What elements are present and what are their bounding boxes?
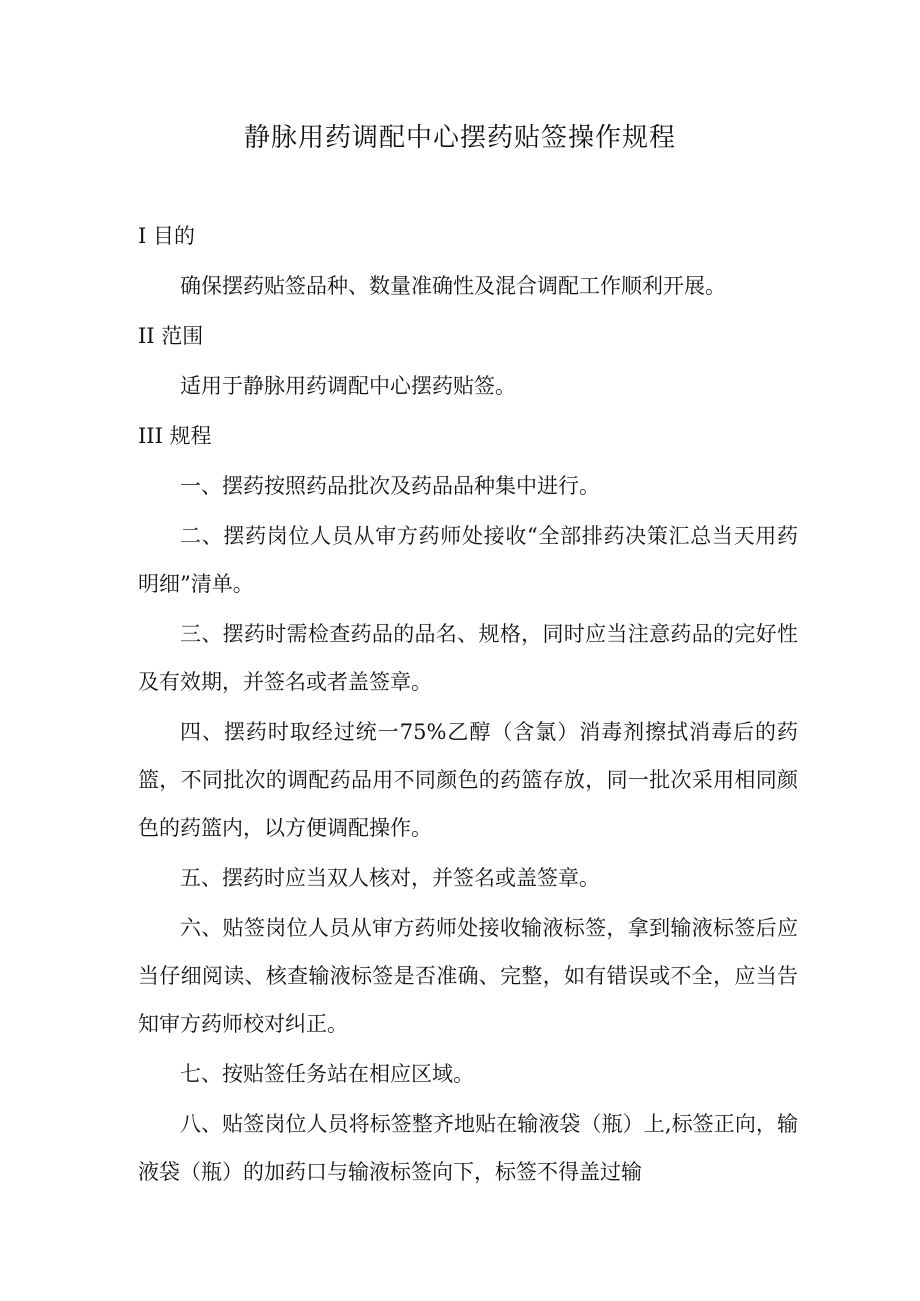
section-purpose [138,212,798,310]
paragraph: 四、摆药时取经过统一75%乙醇（含氯）消毒剂擦拭消毒后的药篮，不同批次的调配药品用不同颜色的药篮存放，同一批次采用相同颜色的药篮内，以方便调配操作。 [138,720,798,840]
paragraph: 确保摆药贴签品种、数量准确性及混合调配工作顺利开展。 [180,274,726,298]
document-body [138,212,798,1196]
paragraph: 适用于静脉用药调配中心摆药贴签。 [180,374,516,398]
section-scope [138,312,798,410]
paragraph: 八、贴签岗位人员将标签整齐地贴在输液袋（瓶）上,标签正向，输液袋（瓶）的加药口与输液标签向下，标签不得盖过输 [138,1112,798,1184]
paragraph: 七、按贴签任务站在相应区域。 [180,1062,474,1086]
paragraph: 二、摆药岗位人员从审方药师处接收“全部排药决策汇总当天用药明细”清单。 [138,524,798,596]
paragraph: 五、摆药时应当双人核对，并签名或盖签章。 [180,866,600,890]
section-procedure [138,412,798,1196]
section-heading: I 目的 [138,224,195,248]
document-title: 静脉用药调配中心摆药贴签操作规程 [243,123,676,153]
paragraph: 一、摆药按照药品批次及药品品种集中进行。 [180,474,600,498]
section-heading: III 规程 [138,424,212,448]
paragraph: 三、摆药时需检查药品的品名、规格，同时应当注意药品的完好性及有效期，并签名或者盖签章。 [138,622,798,694]
paragraph: 六、贴签岗位人员从审方药师处接收输液标签，拿到输液标签后应当仔细阅读、核查输液标签是否准确、完整，如有错误或不全，应当告知审方药师校对纠正。 [138,916,798,1036]
section-heading: II 范围 [138,324,204,348]
